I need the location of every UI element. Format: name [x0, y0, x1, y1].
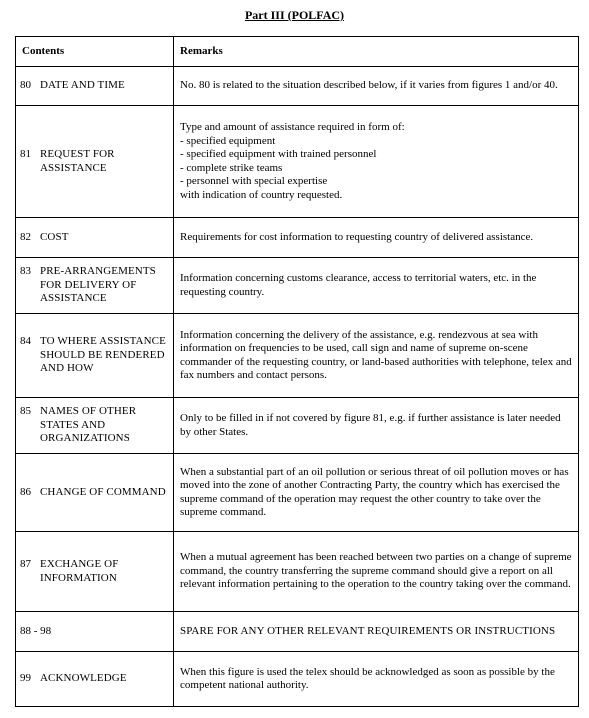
contents-cell [16, 652, 174, 707]
remarks-text: Information concerning the delivery of the assistance, e.g. rendezvous at sea with information on frequencies to be used, call sign and name of supreme on-scene commander of the requesting country, or land-based authorities with telephone, telex and fax numbers and contact persons. [180, 328, 572, 381]
remarks-cell [174, 398, 579, 454]
figure-label: PRE-ARRANGEMENTS FOR DELIVERY OF ASSISTANCE [40, 265, 156, 305]
remarks-text: Requirements for cost information to requesting country of delivered assistance. [180, 230, 534, 243]
remarks-text: When a mutual agreement has been reached between two parties on a change of supreme command, the country transferring the supreme command should give a report on all relevant information pertaining to the operation to the country taking over the command. [180, 551, 572, 591]
remarks-cell [174, 258, 579, 314]
table-row [16, 652, 579, 707]
remarks-cell [174, 106, 579, 218]
contents-cell [16, 314, 174, 398]
remarks-line: with indication of country requested. [180, 188, 343, 201]
contents-cell [16, 218, 174, 258]
figure-label: COST [40, 230, 69, 243]
remarks-cell [174, 652, 579, 707]
figure-number: 83 [20, 265, 31, 278]
remarks-cell [174, 314, 579, 398]
table-row [16, 106, 579, 218]
contents-cell [16, 454, 174, 532]
figure-label: TO WHERE ASSISTANCE SHOULD BE RENDERED AND HOW [40, 335, 166, 375]
figure-number: 80 [20, 79, 31, 92]
remarks-cell [174, 218, 579, 258]
remarks-cell [174, 67, 579, 106]
figure-number: 85 [20, 405, 31, 418]
table-row [16, 218, 579, 258]
figure-number: 99 [20, 672, 31, 685]
remarks-line: - complete strike teams [180, 161, 283, 174]
figure-number: 86 [20, 485, 31, 498]
contents-cell [16, 612, 174, 652]
table-row [16, 454, 579, 532]
remarks-header: Remarks [174, 37, 579, 67]
figure-number: 87 [20, 558, 31, 570]
figure-label: ACKNOWLEDGE [40, 672, 127, 685]
contents-cell [16, 106, 174, 218]
remarks-text: When this figure is used the telex should be acknowledged as soon as possible by the competent national authority. [180, 665, 555, 691]
remarks-text: Only to be filled in if not covered by figure 81, e.g. if further assistance is later needed by other States. [180, 412, 561, 438]
remarks-line: - personnel with special expertise [180, 175, 328, 187]
remarks-cell [174, 612, 579, 652]
table-row [16, 67, 579, 106]
contents-cell [16, 67, 174, 106]
page-title: Part III (POLFAC) [244, 8, 345, 22]
table-row [16, 258, 579, 314]
contents-cell [16, 532, 174, 612]
remarks-text: Information concerning customs clearance, access to territorial waters, etc. in the requesting country. [180, 272, 537, 298]
remarks-text: When a substantial part of an oil pollution or serious threat of oil pollution moves or has moved into the zone of another Contracting Party, the country which has exercised the supreme command of the operation may request the other country to take over the supreme command. [180, 465, 569, 518]
remarks-line: Type and amount of assistance required in form of: [180, 121, 405, 133]
remarks-line: - specified equipment [180, 134, 276, 147]
remarks-line: - specified equipment with trained personnel [180, 148, 377, 160]
table-row [16, 398, 579, 454]
remarks-text: SPARE FOR ANY OTHER RELEVANT REQUIREMENTS OR INSTRUCTIONS [180, 624, 556, 637]
figure-number: 81 [20, 148, 31, 160]
header-row [16, 37, 579, 67]
figure-number: 84 [20, 335, 31, 348]
remarks-cell [174, 454, 579, 532]
table-row [16, 532, 579, 612]
figure-label: CHANGE OF COMMAND [40, 485, 166, 498]
figure-number: 82 [20, 230, 31, 243]
remarks-cell [174, 532, 579, 612]
remarks-text: No. 80 is related to the situation described below, if it varies from figures 1 and/or 40. [180, 79, 558, 92]
figure-label: REQUEST FOR ASSISTANCE [40, 148, 115, 174]
polfac-table [15, 36, 579, 707]
contents-cell [16, 398, 174, 454]
figure-label: EXCHANGE OF INFORMATION [40, 558, 119, 584]
contents-header: Contents [16, 37, 174, 67]
figure-number: 88 - 98 [20, 624, 52, 637]
figure-label: DATE AND TIME [40, 79, 125, 92]
table-row [16, 314, 579, 398]
contents-cell [16, 258, 174, 314]
figure-label: NAMES OF OTHER STATES AND ORGANIZATIONS [40, 405, 137, 445]
table-row [16, 612, 579, 652]
